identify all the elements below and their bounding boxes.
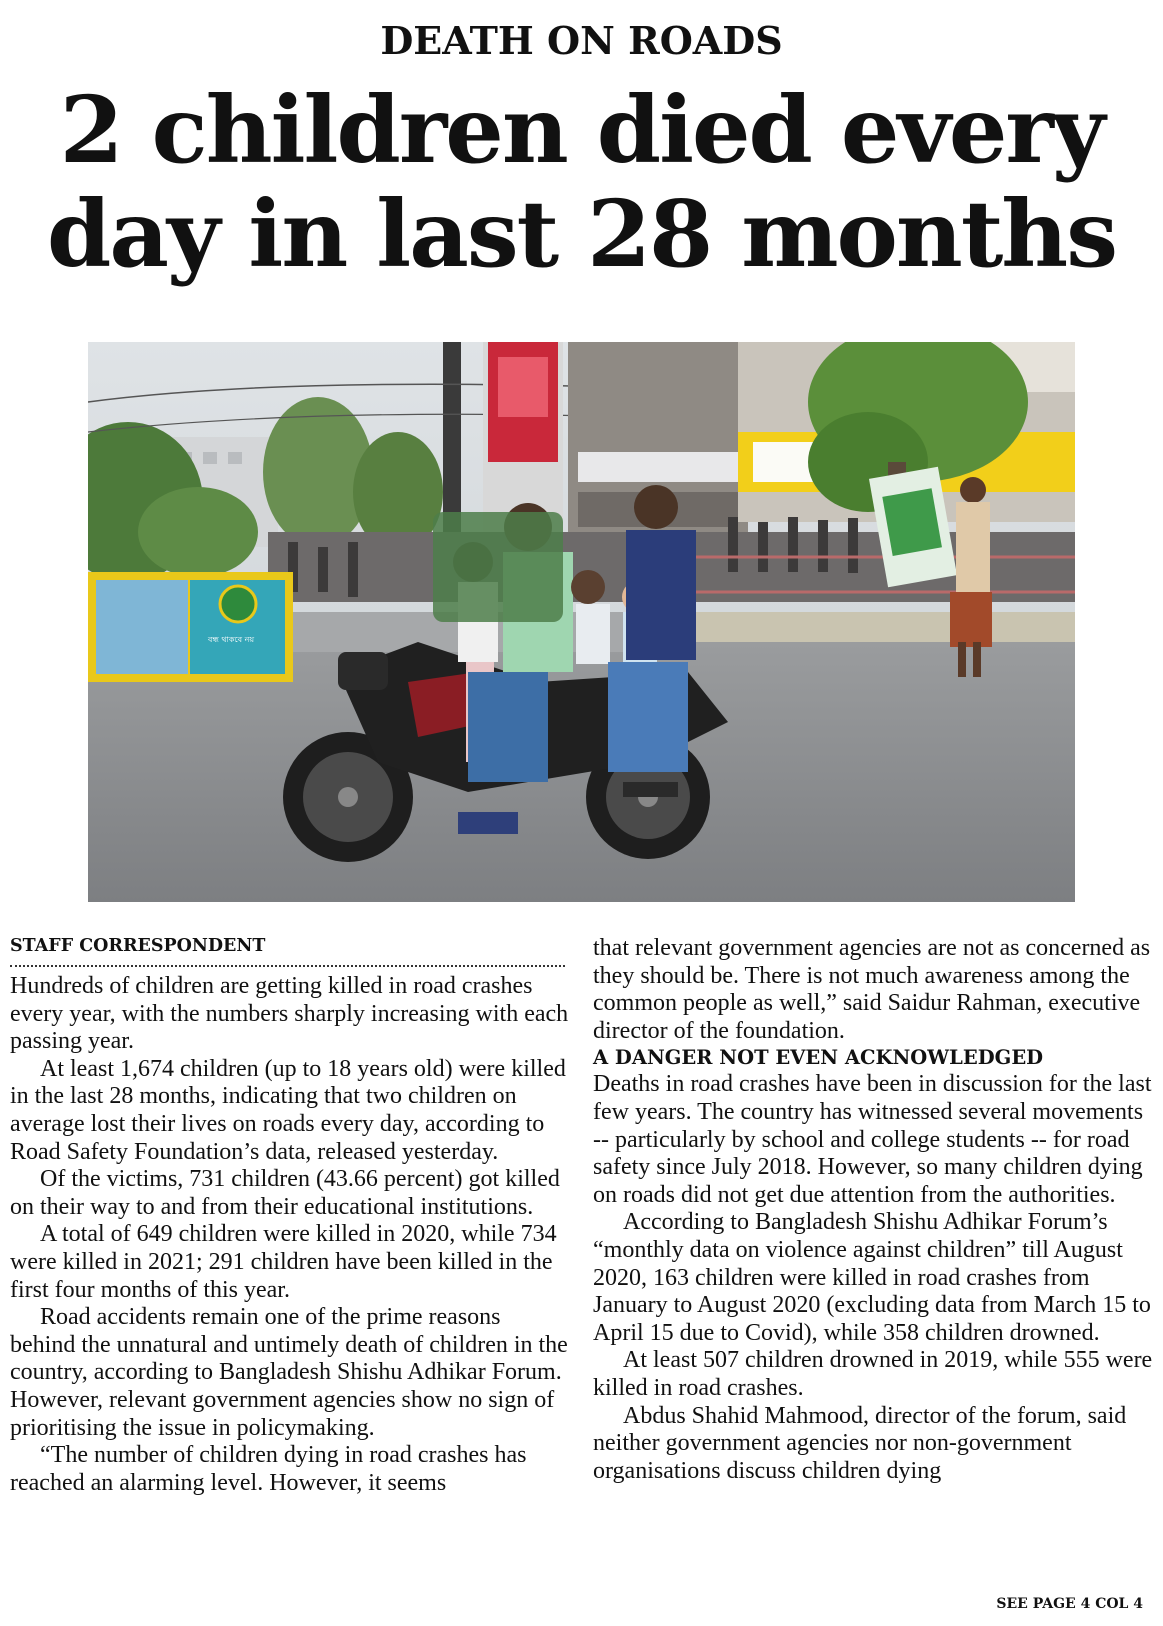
headline	[0, 78, 1163, 286]
byline-divider	[10, 965, 565, 967]
paragraph: Hundreds of children are getting killed in road crashes every year, with the numbers sharply increasing with each passing year.	[10, 973, 569, 1055]
headline-line-1: 2 children died every	[59, 76, 1104, 184]
headline-line-2: day in last 28 months	[46, 180, 1116, 288]
paragraph: Abdus Shahid Mahmood, director of the forum, said neither government agencies nor non-government organisations discuss children dying	[593, 1402, 1127, 1484]
paragraph: According to Bangladesh Shishu Adhikar Forum’s “monthly data on violence against children” till August 2020, 163 children were killed in road crashes from January to August 2020 (excluding data from March 15 to April 15 due to Covid), while 358 children drowned.	[593, 1209, 1151, 1346]
paragraph: “The number of children dying in road crashes has reached an alarming level. However, it seems	[10, 1442, 527, 1496]
news-photo	[88, 342, 1075, 902]
paragraph: A total of 649 children were killed in 2020, while 734 were killed in 2021; 291 children have been killed in the first four months of this year.	[10, 1221, 557, 1303]
paragraph: At least 507 children drowned in 2019, while 555 were killed in road crashes.	[593, 1347, 1153, 1401]
column-right	[593, 935, 1153, 1485]
kicker: DEATH ON ROADS	[380, 18, 783, 63]
byline: STAFF CORRESPONDENT	[10, 936, 266, 956]
barricade-sign-text: বন্ধ থাকবে নয়	[208, 635, 255, 644]
paragraph: Deaths in road crashes have been in discussion for the last few years. The country has witnessed several movements -- particularly by school and college students -- for road safety since July 2018. However, so many children dying on roads did not get due attention from the authorities.	[593, 1071, 1152, 1208]
paragraph: Road accidents remain one of the prime reasons behind the unnatural and untimely death of children in the country, according to Bangladesh Shishu Adhikar Forum. However, relevant government agencies show no sign of prioritising the issue in policymaking.	[10, 1304, 568, 1441]
subheading: A DANGER NOT EVEN ACKNOWLEDGED	[593, 1046, 1044, 1070]
motorcycle-photo	[88, 342, 1075, 902]
continuation-jump: SEE PAGE 4 COL 4	[996, 1596, 1143, 1612]
column-left	[10, 935, 570, 1497]
paragraph: Of the victims, 731 children (43.66 percent) got killed on their way to and from their educational institutions.	[10, 1166, 560, 1220]
paragraph: that relevant government agencies are not as concerned as they should be. There is not much awareness among the common people as well,” said Saidur Rahman, executive director of the foundation.	[593, 935, 1151, 1044]
paragraph: At least 1,674 children (up to 18 years old) were killed in the last 28 months, indicating that two children on average lost their lives on roads every day, according to Road Safety Foundation’s data, released yesterday.	[10, 1055, 566, 1165]
